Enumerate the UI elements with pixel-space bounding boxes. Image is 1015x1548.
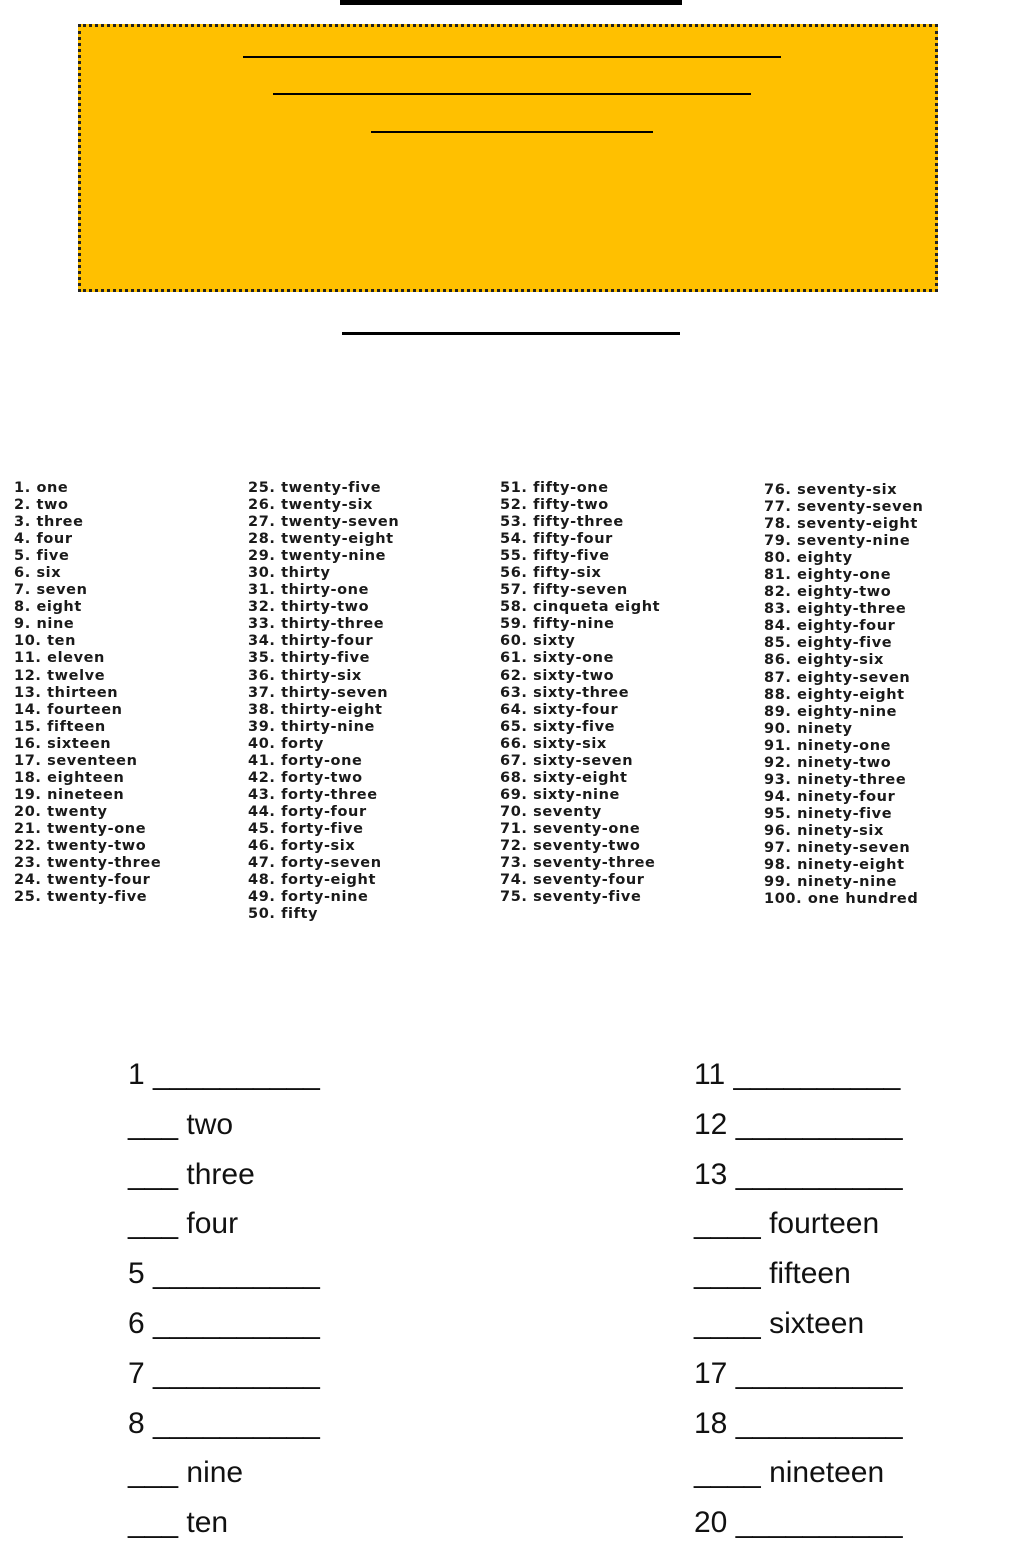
list-item: 5. five	[14, 548, 70, 565]
list-item: 42. forty-two	[248, 769, 363, 786]
list-item: 33. thirty-three	[248, 616, 385, 633]
list-item: 13. thirteen	[14, 684, 119, 701]
list-item: 98. ninety-eight	[764, 857, 905, 874]
list-item: 27. twenty-seven	[248, 514, 400, 531]
list-item: 9. nine	[14, 616, 75, 633]
list-item: 23. twenty-three	[14, 855, 162, 872]
list-item: 93. ninety-three	[764, 771, 907, 788]
list-item: 2. two	[14, 497, 69, 514]
exercise-line[interactable]: ___ ten	[128, 1506, 229, 1540]
list-item: 29. twenty-nine	[248, 548, 387, 565]
list-item: 89. eighty-nine	[764, 703, 898, 720]
list-item: 79. seventy-nine	[764, 533, 911, 550]
list-item: 62. sixty-two	[500, 667, 615, 684]
list-item: 63. sixty-three	[500, 684, 630, 701]
list-item: 54. fifty-four	[500, 531, 613, 548]
list-item: 59. fifty-nine	[500, 616, 615, 633]
list-item: 45. forty-five	[248, 820, 364, 837]
exercise-line[interactable]: 5 __________	[128, 1257, 320, 1291]
list-item: 55. fifty-five	[500, 548, 610, 565]
exercise-line[interactable]: 7 __________	[128, 1356, 320, 1390]
list-item: 14. fourteen	[14, 701, 123, 718]
reference-column-4	[764, 482, 923, 908]
list-item: 6. six	[14, 565, 62, 582]
list-item: 68. sixty-eight	[500, 769, 628, 786]
exercise-line[interactable]: 8 __________	[128, 1406, 320, 1440]
list-item: 90. ninety	[764, 720, 853, 737]
list-item: 50. fifty	[248, 906, 319, 923]
exercise-line[interactable]: 13 __________	[694, 1157, 903, 1191]
list-item: 73. seventy-three	[500, 855, 656, 872]
list-item: 78. seventy-eight	[764, 516, 918, 533]
list-item: 48. forty-eight	[248, 872, 376, 889]
list-item: 85. eighty-five	[764, 635, 893, 652]
exercise-line[interactable]: 12 __________	[694, 1107, 903, 1141]
list-item: 1. one	[14, 480, 69, 496]
list-item: 76. seventy-six	[764, 482, 898, 498]
list-item: 20. twenty	[14, 803, 108, 820]
exercise-left-column	[128, 1050, 320, 1548]
list-item: 51. fifty-one	[500, 480, 609, 496]
list-item: 21. twenty-one	[14, 820, 147, 837]
list-item: 18. eighteen	[14, 769, 125, 786]
list-item: 77. seventy-seven	[764, 499, 924, 516]
list-item: 15. fifteen	[14, 718, 106, 735]
list-item: 17. seventeen	[14, 752, 138, 769]
list-item: 87. eighty-seven	[764, 669, 911, 686]
exercise-line[interactable]: ___ nine	[128, 1456, 244, 1490]
list-item: 38. thirty-eight	[248, 701, 383, 718]
list-item: 56. fifty-six	[500, 565, 602, 582]
list-item: 40. forty	[248, 735, 324, 752]
list-item: 44. forty-four	[248, 803, 367, 820]
list-item: 84. eighty-four	[764, 618, 896, 635]
reference-column-2	[248, 480, 399, 923]
list-item: 32. thirty-two	[248, 599, 370, 616]
list-item: 81. eighty-one	[764, 567, 892, 584]
list-item: 67. sixty-seven	[500, 752, 634, 769]
list-item: 52. fifty-two	[500, 497, 609, 514]
list-item: 64. sixty-four	[500, 701, 619, 718]
list-item: 37. thirty-seven	[248, 684, 389, 701]
list-item: 92. ninety-two	[764, 754, 892, 771]
list-item: 24. twenty-four	[14, 872, 151, 889]
list-item: 47. forty-seven	[248, 855, 382, 872]
list-item: 49. forty-nine	[248, 889, 369, 906]
list-item: 66. sixty-six	[500, 735, 607, 752]
exercise-line[interactable]: ____ fifteen	[694, 1257, 851, 1291]
list-item: 74. seventy-four	[500, 872, 645, 889]
reference-column-3	[500, 480, 660, 906]
list-item: 25. twenty-five	[248, 480, 382, 496]
exercise-line[interactable]: ____ sixteen	[694, 1306, 865, 1340]
exercise-line[interactable]: ___ two	[128, 1107, 234, 1141]
list-item: 82. eighty-two	[764, 584, 892, 601]
list-item: 71. seventy-one	[500, 820, 641, 837]
exercise-line[interactable]: 11 __________	[694, 1058, 901, 1091]
list-item: 69. sixty-nine	[500, 786, 620, 803]
list-item: 100. one hundred	[764, 891, 919, 908]
list-item: 97. ninety-seven	[764, 839, 911, 856]
list-item: 35. thirty-five	[248, 650, 371, 667]
title-box	[78, 24, 938, 292]
list-item: 7. seven	[14, 582, 88, 599]
title-blank-line-1	[243, 56, 781, 58]
list-item: 19. nineteen	[14, 786, 125, 803]
list-item: 4. four	[14, 531, 73, 548]
exercise-line[interactable]: 20 __________	[694, 1506, 903, 1540]
list-item: 99. ninety-nine	[764, 874, 898, 891]
exercise-line[interactable]: ____ nineteen	[694, 1456, 885, 1490]
list-item: 60. sixty	[500, 633, 576, 650]
list-item: 16. sixteen	[14, 735, 112, 752]
list-item: 53. fifty-three	[500, 514, 624, 531]
exercise-line[interactable]: ____ fourteen	[694, 1207, 880, 1241]
list-item: 94. ninety-four	[764, 788, 896, 805]
list-item: 39. thirty-nine	[248, 718, 375, 735]
list-item: 22. twenty-two	[14, 837, 147, 854]
list-item: 80. eighty	[764, 550, 853, 567]
list-item: 61. sixty-one	[500, 650, 615, 667]
list-item: 46. forty-six	[248, 837, 356, 854]
exercise-line[interactable]: 18 __________	[694, 1406, 903, 1440]
list-item: 75. seventy-five	[500, 889, 642, 906]
exercise-line[interactable]: 17 __________	[694, 1356, 903, 1390]
list-item: 10. ten	[14, 633, 77, 650]
list-item: 31. thirty-one	[248, 582, 370, 599]
list-item: 41. forty-one	[248, 752, 363, 769]
reference-column-1	[14, 480, 161, 906]
list-item: 8. eight	[14, 599, 82, 616]
list-item: 58. cinqueta eight	[500, 599, 661, 616]
list-item: 34. thirty-four	[248, 633, 374, 650]
top-rule	[340, 0, 682, 5]
list-item: 70. seventy	[500, 803, 602, 820]
subtitle-rule	[342, 332, 680, 335]
title-blank-line-2	[273, 93, 751, 95]
list-item: 30. thirty	[248, 565, 331, 582]
list-item: 3. three	[14, 514, 84, 531]
list-item: 86. eighty-six	[764, 652, 884, 669]
exercise-line[interactable]: ___ four	[128, 1207, 239, 1241]
list-item: 12. twelve	[14, 667, 106, 684]
exercise-line[interactable]: 6 __________	[128, 1306, 320, 1340]
list-item: 96. ninety-six	[764, 822, 884, 839]
list-item: 43. forty-three	[248, 786, 378, 803]
list-item: 95. ninety-five	[764, 805, 893, 822]
exercise-right-column	[694, 1050, 903, 1548]
list-item: 83. eighty-three	[764, 601, 907, 618]
list-item: 25. twenty-five	[14, 889, 148, 906]
list-item: 88. eighty-eight	[764, 686, 905, 703]
list-item: 65. sixty-five	[500, 718, 616, 735]
list-item: 26. twenty-six	[248, 497, 373, 514]
list-item: 28. twenty-eight	[248, 531, 394, 548]
exercise-line[interactable]: ___ three	[128, 1157, 255, 1191]
list-item: 57. fifty-seven	[500, 582, 628, 599]
list-item: 11. eleven	[14, 650, 105, 667]
title-blank-line-3	[371, 131, 653, 133]
list-item: 72. seventy-two	[500, 837, 641, 854]
list-item: 36. thirty-six	[248, 667, 362, 684]
list-item: 91. ninety-one	[764, 737, 892, 754]
exercise-line[interactable]: 1 __________	[128, 1058, 320, 1091]
